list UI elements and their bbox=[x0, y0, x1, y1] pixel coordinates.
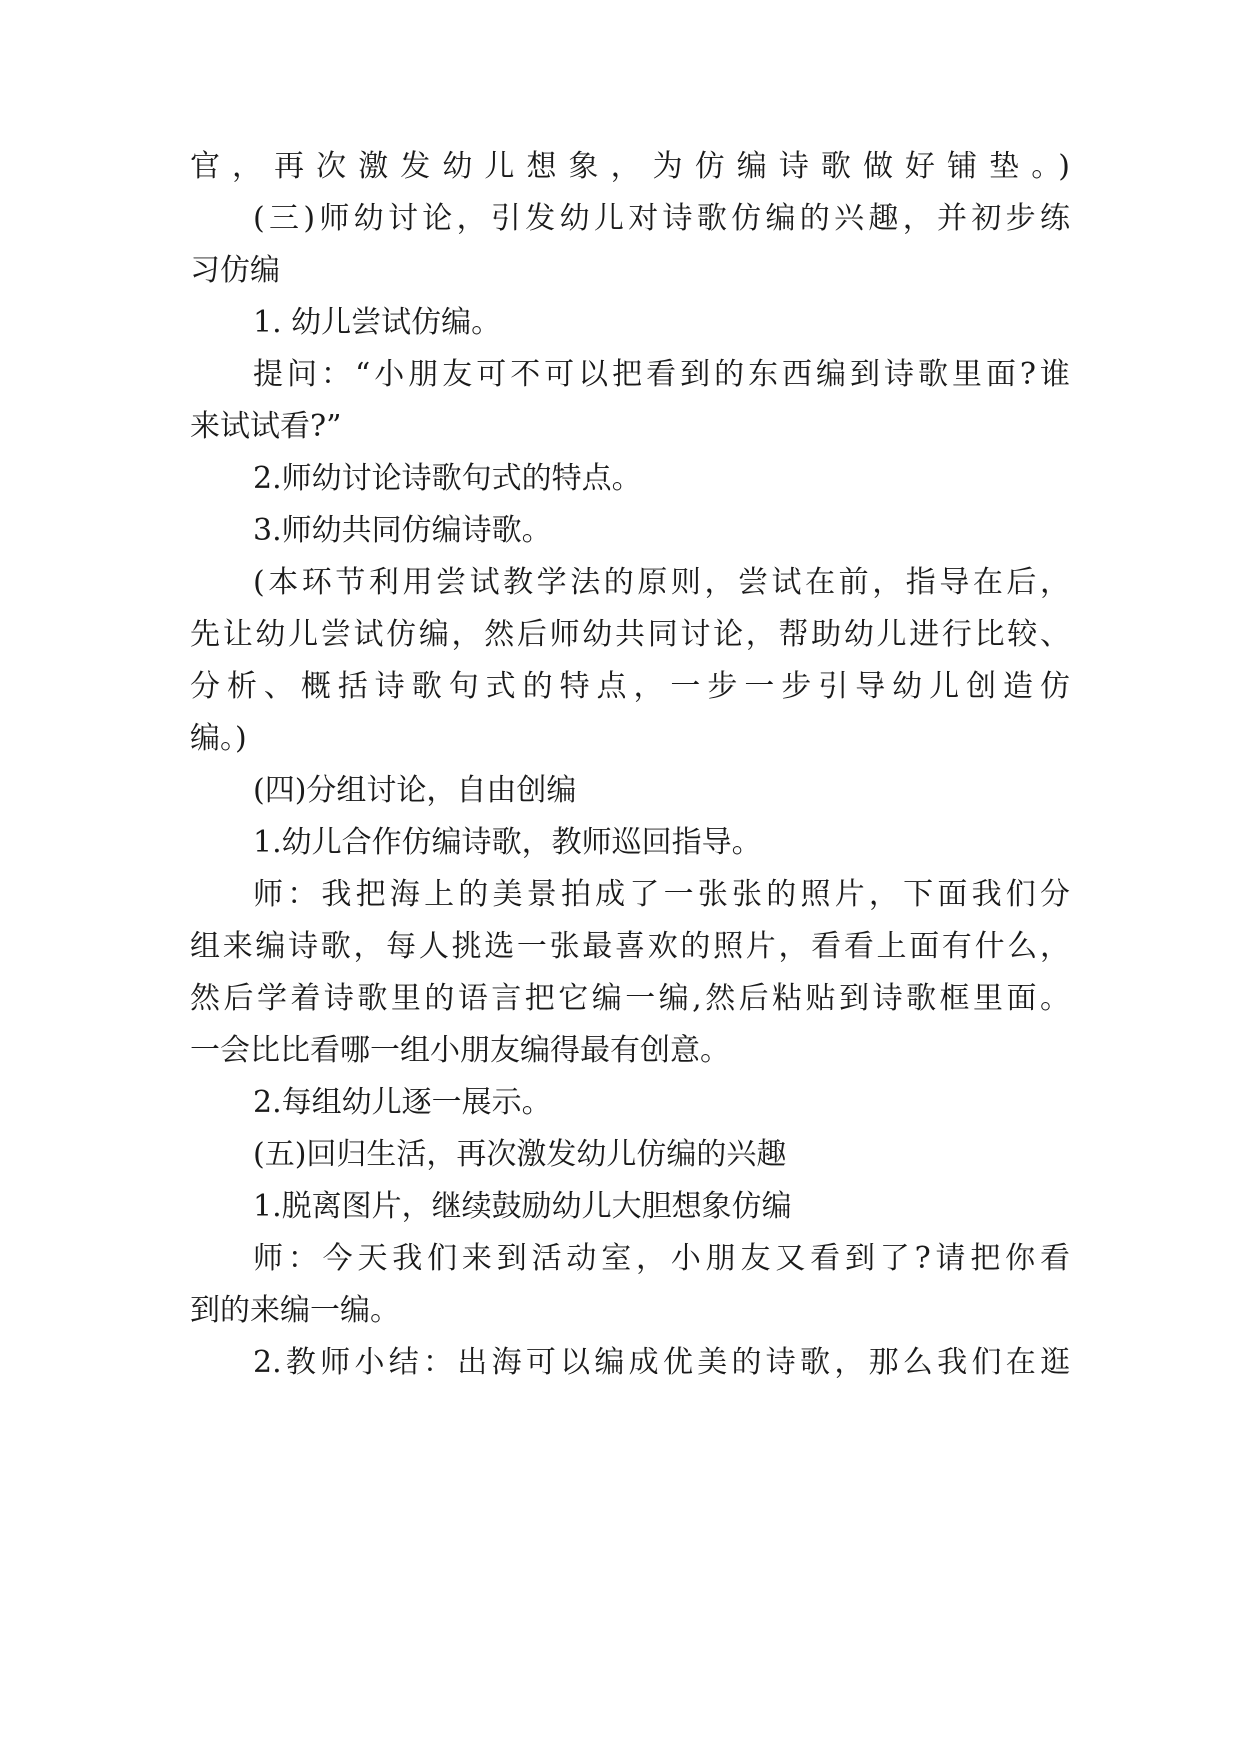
paragraph-line: 习仿编 bbox=[190, 253, 280, 288]
section-heading-4: (四)分组讨论，自由创编 bbox=[253, 773, 577, 808]
section-heading-5: (五)回归生活，再次激发幼儿仿编的兴趣 bbox=[253, 1137, 787, 1172]
paragraph-line: 官，再次激发幼儿想象，为仿编诗歌做好铺垫。) bbox=[190, 149, 1070, 184]
list-item: 2.教师小结：出海可以编成优美的诗歌，那么我们在逛 bbox=[253, 1345, 1070, 1380]
section-heading-3: (三)师幼讨论，引发幼儿对诗歌仿编的兴趣，并初步练 bbox=[253, 201, 1070, 236]
paragraph-line: 来试试看?” bbox=[190, 409, 342, 444]
paragraph-line: 编。) bbox=[190, 721, 247, 756]
paragraph-line: 一会比比看哪一组小朋友编得最有创意。 bbox=[190, 1033, 730, 1068]
paragraph-line: 然后学着诗歌里的语言把它编一编,然后粘贴到诗歌框里面。 bbox=[190, 981, 1070, 1016]
list-item: 3.师幼共同仿编诗歌。 bbox=[253, 513, 552, 548]
paragraph-line: 到的来编一编。 bbox=[190, 1293, 400, 1328]
paragraph-line: 先让幼儿尝试仿编，然后师幼共同讨论，帮助幼儿进行比较、 bbox=[190, 617, 1070, 652]
list-item: 2.每组幼儿逐一展示。 bbox=[253, 1085, 552, 1120]
paragraph-line: 提问：“小朋友可不可以把看到的东西编到诗歌里面?谁 bbox=[253, 357, 1070, 392]
list-item: 1. 幼儿尝试仿编。 bbox=[253, 305, 502, 340]
paragraph-line: 分析、概括诗歌句式的特点，一步一步引导幼儿创造仿 bbox=[190, 669, 1070, 704]
paragraph-line: 组来编诗歌，每人挑选一张最喜欢的照片，看看上面有什么， bbox=[190, 929, 1070, 964]
list-item: 1.脱离图片，继续鼓励幼儿大胆想象仿编 bbox=[253, 1189, 792, 1224]
paragraph-line: (本环节利用尝试教学法的原则，尝试在前，指导在后， bbox=[253, 565, 1070, 600]
list-item: 1.幼儿合作仿编诗歌，教师巡回指导。 bbox=[253, 825, 762, 860]
list-item: 2.师幼讨论诗歌句式的特点。 bbox=[253, 461, 642, 496]
paragraph-line: 师：我把海上的美景拍成了一张张的照片，下面我们分 bbox=[253, 877, 1070, 912]
paragraph-line: 师：今天我们来到活动室，小朋友又看到了?请把你看 bbox=[253, 1241, 1070, 1276]
